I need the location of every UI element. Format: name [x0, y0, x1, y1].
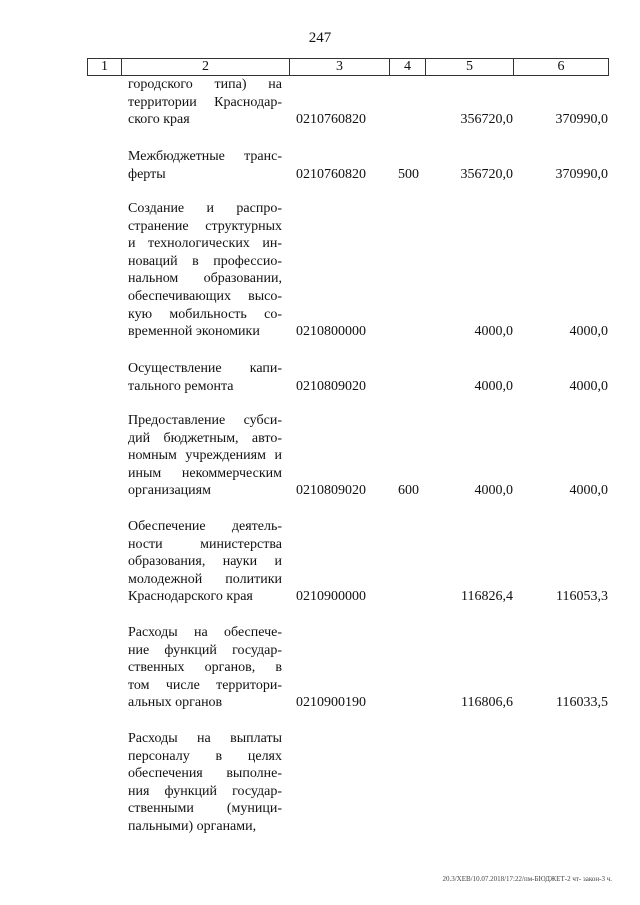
description-line: ского края — [128, 112, 190, 128]
row-expense-type: 600 — [398, 483, 419, 499]
document-footer: 20.3/XEB/10.07.2018/17:22/пм-БЮДЖЕТ-2 чт- закон-3 ч. — [442, 875, 612, 883]
row-code: 0210800000 — [296, 324, 366, 340]
row-code: 0210760820 — [296, 112, 366, 128]
description-line: том числе территори- — [128, 677, 282, 693]
description-line: организациям — [128, 483, 211, 499]
row-expense-type: 500 — [398, 166, 419, 182]
row-description — [128, 200, 282, 341]
column-number-header — [87, 58, 609, 76]
description-line: Обеспечение деятель- — [128, 519, 282, 534]
description-line: ния функций государ- — [128, 783, 282, 799]
description-line: территории Краснодар- — [128, 94, 282, 110]
row-amount-year-1: 4000,0 — [474, 483, 513, 499]
description-line: странение структурных — [128, 218, 282, 234]
row-description — [128, 360, 282, 395]
description-line: городского типа) на — [128, 77, 282, 92]
row-description — [128, 412, 282, 500]
row-amount-year-2: 370990,0 — [555, 166, 608, 182]
description-line: Расходы на обеспече- — [128, 625, 282, 640]
description-line: кую мобильность со- — [128, 306, 282, 322]
description-line: персоналу в целях — [128, 748, 282, 764]
row-amount-year-2: 370990,0 — [555, 112, 608, 128]
row-amount-year-1: 356720,0 — [460, 112, 513, 128]
row-amount-year-1: 356720,0 — [460, 166, 513, 182]
row-amount-year-2: 116033,5 — [556, 695, 608, 711]
row-amount-year-2: 4000,0 — [569, 483, 608, 499]
description-line: номным учреждениям и — [128, 448, 282, 464]
description-line: и технологических ин- — [128, 236, 282, 252]
description-line: Краснодарского края — [128, 589, 253, 605]
column-4-header: 4 — [390, 59, 426, 76]
column-1-header: 1 — [88, 59, 122, 76]
row-amount-year-2: 4000,0 — [569, 378, 608, 394]
row-amount-year-2: 4000,0 — [569, 324, 608, 340]
description-line: обеспечивающих высо- — [128, 288, 282, 304]
description-line: ности министерства — [128, 536, 282, 552]
description-line: нальном образовании, — [128, 271, 282, 287]
column-2-header: 2 — [122, 59, 290, 76]
description-line: Осуществление капи- — [128, 361, 282, 376]
description-line: Создание и распро- — [128, 201, 282, 216]
column-6-header: 6 — [514, 59, 609, 76]
row-description — [128, 76, 282, 129]
description-line: пальными) органами, — [128, 818, 257, 834]
description-line: новаций в профессио- — [128, 253, 282, 269]
description-line: альных органов — [128, 695, 223, 711]
row-code: 0210900190 — [296, 695, 366, 711]
description-line: Расходы на выплаты — [128, 731, 282, 746]
description-line: Межбюджетные транс- — [128, 149, 282, 164]
description-line: молодежной политики — [128, 571, 282, 587]
row-code: 0210900000 — [296, 589, 366, 605]
row-description — [128, 730, 282, 836]
row-code: 0210809020 — [296, 378, 366, 394]
row-amount-year-1: 116806,6 — [461, 695, 513, 711]
column-5-header: 5 — [426, 59, 514, 76]
row-amount-year-1: 4000,0 — [474, 378, 513, 394]
row-code: 0210760820 — [296, 166, 366, 182]
description-line: обеспечения выполне- — [128, 766, 282, 782]
description-line: Предоставление субси- — [128, 413, 282, 428]
row-code: 0210809020 — [296, 483, 366, 499]
description-line: ферты — [128, 166, 166, 182]
description-line: ственными (муници- — [128, 801, 282, 817]
description-line: образования, науки и — [128, 554, 282, 570]
row-amount-year-2: 116053,3 — [556, 589, 608, 605]
description-line: тального ремонта — [128, 378, 234, 394]
row-description — [128, 148, 282, 183]
row-description — [128, 518, 282, 606]
description-line: иным некоммерческим — [128, 465, 282, 481]
row-amount-year-1: 4000,0 — [474, 324, 513, 340]
description-line: ние функций государ- — [128, 642, 282, 658]
description-line: дий бюджетным, авто- — [128, 430, 282, 446]
row-description — [128, 624, 282, 712]
row-amount-year-1: 116826,4 — [461, 589, 513, 605]
description-line: временной экономики — [128, 324, 260, 340]
page-number: 247 — [308, 30, 332, 46]
column-3-header: 3 — [290, 59, 390, 76]
description-line: ственных органов, в — [128, 660, 282, 676]
